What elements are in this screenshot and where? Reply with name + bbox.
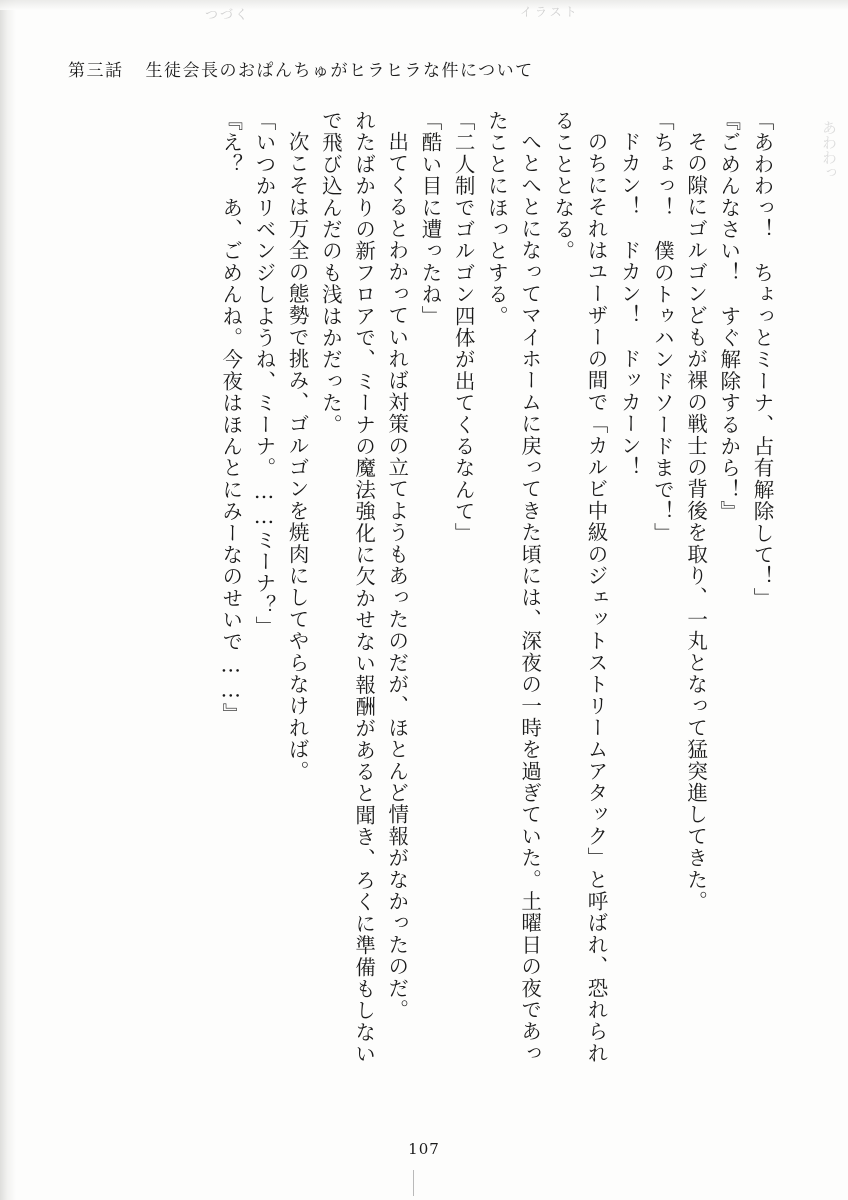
page-number: 107	[408, 1140, 440, 1158]
paragraph: その隙にゴルゴンどもが裸の戦士の背後を取り、一丸となって猛突進してきた。	[683, 130, 708, 912]
paragraph: れたばかりの新フロアで、ミーナの魔法強化に欠かせない報酬があると聞き、ろくに準備もしないで飛び込んだのも浅はかだった。	[318, 110, 376, 1065]
paragraph: 出てくるとわかっていれば対策の立てようもあったのだが、ほとんど情報がなかったのだ。	[384, 130, 409, 1021]
vertical-text-block	[214, 110, 778, 1070]
paragraph: 次こそは万全の態勢で挑み、ゴルゴンを焼肉にしてやらなければ。	[285, 130, 310, 782]
paragraph: 『え？ あ、ごめんね。今夜はほんとにみーなのせいで……』	[218, 110, 243, 725]
running-head	[68, 56, 534, 81]
paragraph: のちにそれはユーザーの間で「カルビ中級のジェットストリームアタック」と呼ばれ、恐れられることとなる。	[550, 110, 608, 1064]
paragraph: 「ちょっ！ 僕のトゥハンドソードまで！」	[650, 110, 675, 544]
paragraph: 「いつかリベンジしようね、ミーナ。……ミーナ？」	[251, 110, 276, 638]
spine-mark	[413, 1170, 414, 1196]
paragraph: 『ごめんなさい！ すぐ解除するから！』	[716, 110, 741, 523]
paragraph: ドカン！ ドカン！ ドッカーン！	[617, 130, 642, 478]
chapter-title: 生徒会長のおぱんちゅがヒラヒラな件について	[145, 61, 534, 81]
paragraph: 「酷い目に遭ったね」	[417, 110, 442, 327]
paragraph: へとへとになってマイホームに戻ってきた頃には、深夜の一時を過ぎていた。土曜日の夜であったことにほっとする。	[484, 110, 542, 1064]
chapter-number: 第三話	[68, 61, 124, 81]
paragraph: 「二人制でゴルゴン四体が出てくるなんて」	[451, 110, 476, 544]
scan-edge-shadow	[0, 0, 16, 1200]
ghost-mark-top-left: つづく	[205, 8, 251, 23]
ghost-mark-right-column: あわわっ	[820, 120, 838, 180]
ghost-mark-top-right: イラスト	[520, 5, 580, 19]
scan-top-shadow	[0, 0, 848, 10]
body-text-area	[60, 110, 778, 1070]
paragraph: 「あわわっ！ ちょっとミーナ、占有解除して！」	[750, 110, 774, 610]
